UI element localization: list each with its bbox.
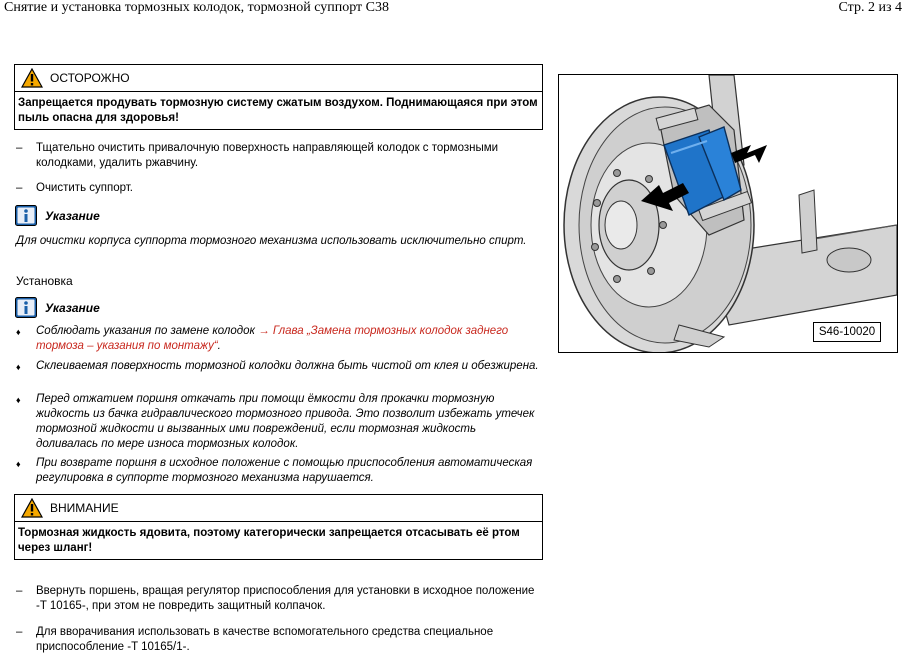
list-item xyxy=(16,392,541,452)
attention-header xyxy=(15,495,542,522)
bullet-marker: ♦ xyxy=(16,395,21,405)
chapter-link[interactable]: → Глава „Замена тормозных колодок заднего тормоза – указания по монтажу“ xyxy=(36,325,509,352)
info-icon xyxy=(15,297,37,318)
bullet-text: Перед отжатием поршня откачать при помощи ёмкости для прокачки тормозную жидкость из бачка гидравлического тормозного привода. Это позволит избежать утечек тормозной жидкости и вызванных ими повреждений, если тормозная жидкость доливалась по мере износа тормозных колодок. xyxy=(36,393,535,450)
bullet-marker: ♦ xyxy=(16,362,21,372)
note-heading-text: Указание xyxy=(45,208,100,223)
dash-marker: – xyxy=(16,585,23,597)
bullet-text xyxy=(36,324,541,354)
list-item xyxy=(16,181,541,196)
bullet-text: Склеиваемая поверхность тормозной колодки должна быть чистой от клея и обезжирена. xyxy=(36,360,539,372)
step-text: Очистить суппорт. xyxy=(36,182,133,194)
list-item xyxy=(16,359,541,375)
warning-triangle-icon xyxy=(21,498,43,518)
brake-disc-illustration xyxy=(559,75,897,352)
list-item xyxy=(16,625,541,655)
list-item xyxy=(16,584,541,614)
figure-label: S46-10020 xyxy=(813,322,881,342)
attention-box xyxy=(14,494,543,560)
note-text-1: Для очистки корпуса суппорта тормозного механизма использовать исключительно спирт. xyxy=(16,235,527,247)
caution-box xyxy=(14,64,543,130)
note-heading-1 xyxy=(15,205,100,226)
caution-header xyxy=(15,65,542,92)
note-heading-text: Указание xyxy=(45,300,100,315)
bullet-text-part: Соблюдать указания по замене колодок xyxy=(36,325,259,337)
brake-caliper-figure xyxy=(558,74,898,353)
bullet-marker: ♦ xyxy=(16,459,21,469)
dash-marker: – xyxy=(16,626,23,638)
section-title: Установка xyxy=(16,274,73,288)
list-item xyxy=(16,324,541,354)
list-item xyxy=(16,456,541,486)
list-item xyxy=(16,141,541,171)
info-icon xyxy=(15,205,37,226)
dash-marker: – xyxy=(16,142,23,154)
step-text: Тщательно очистить привалочную поверхность направляющей колодок с тормозными колодками, удалить ржавчину. xyxy=(36,142,499,169)
attention-text: Тормозная жидкость ядовита, поэтому категорически запрещается отсасывать её ртом через шланг! xyxy=(18,527,520,554)
note-heading-2 xyxy=(15,297,100,318)
page-number: Стр. 2 из 4 xyxy=(838,0,902,15)
caution-text: Запрещается продувать тормозную систему сжатым воздухом. Поднимающаяся при этом пыль опасна для здоровья! xyxy=(18,97,538,124)
dash-marker: – xyxy=(16,182,23,194)
bullet-marker: ♦ xyxy=(16,327,21,337)
bullet-text: При возврате поршня в исходное положение с помощью приспособления автоматическая регулировка в суппорте тормозного механизма нарушается. xyxy=(36,457,533,484)
attention-heading: ВНИМАНИЕ xyxy=(50,501,119,515)
bullet-text-end: . xyxy=(217,340,221,352)
document-title: Снятие и установка тормозных колодок, тормозной суппорт С38 xyxy=(4,0,390,15)
step-text: Для вворачивания использовать в качестве вспомогательного средства специальное приспособление -T 10165/1-. xyxy=(36,626,494,653)
caution-heading: ОСТОРОЖНО xyxy=(50,71,130,85)
warning-triangle-icon xyxy=(21,68,43,88)
step-text: Ввернуть поршень, вращая регулятор приспособления для установки в исходное положение -T 10165-, при этом не повредить защитный колпачок. xyxy=(36,585,535,612)
